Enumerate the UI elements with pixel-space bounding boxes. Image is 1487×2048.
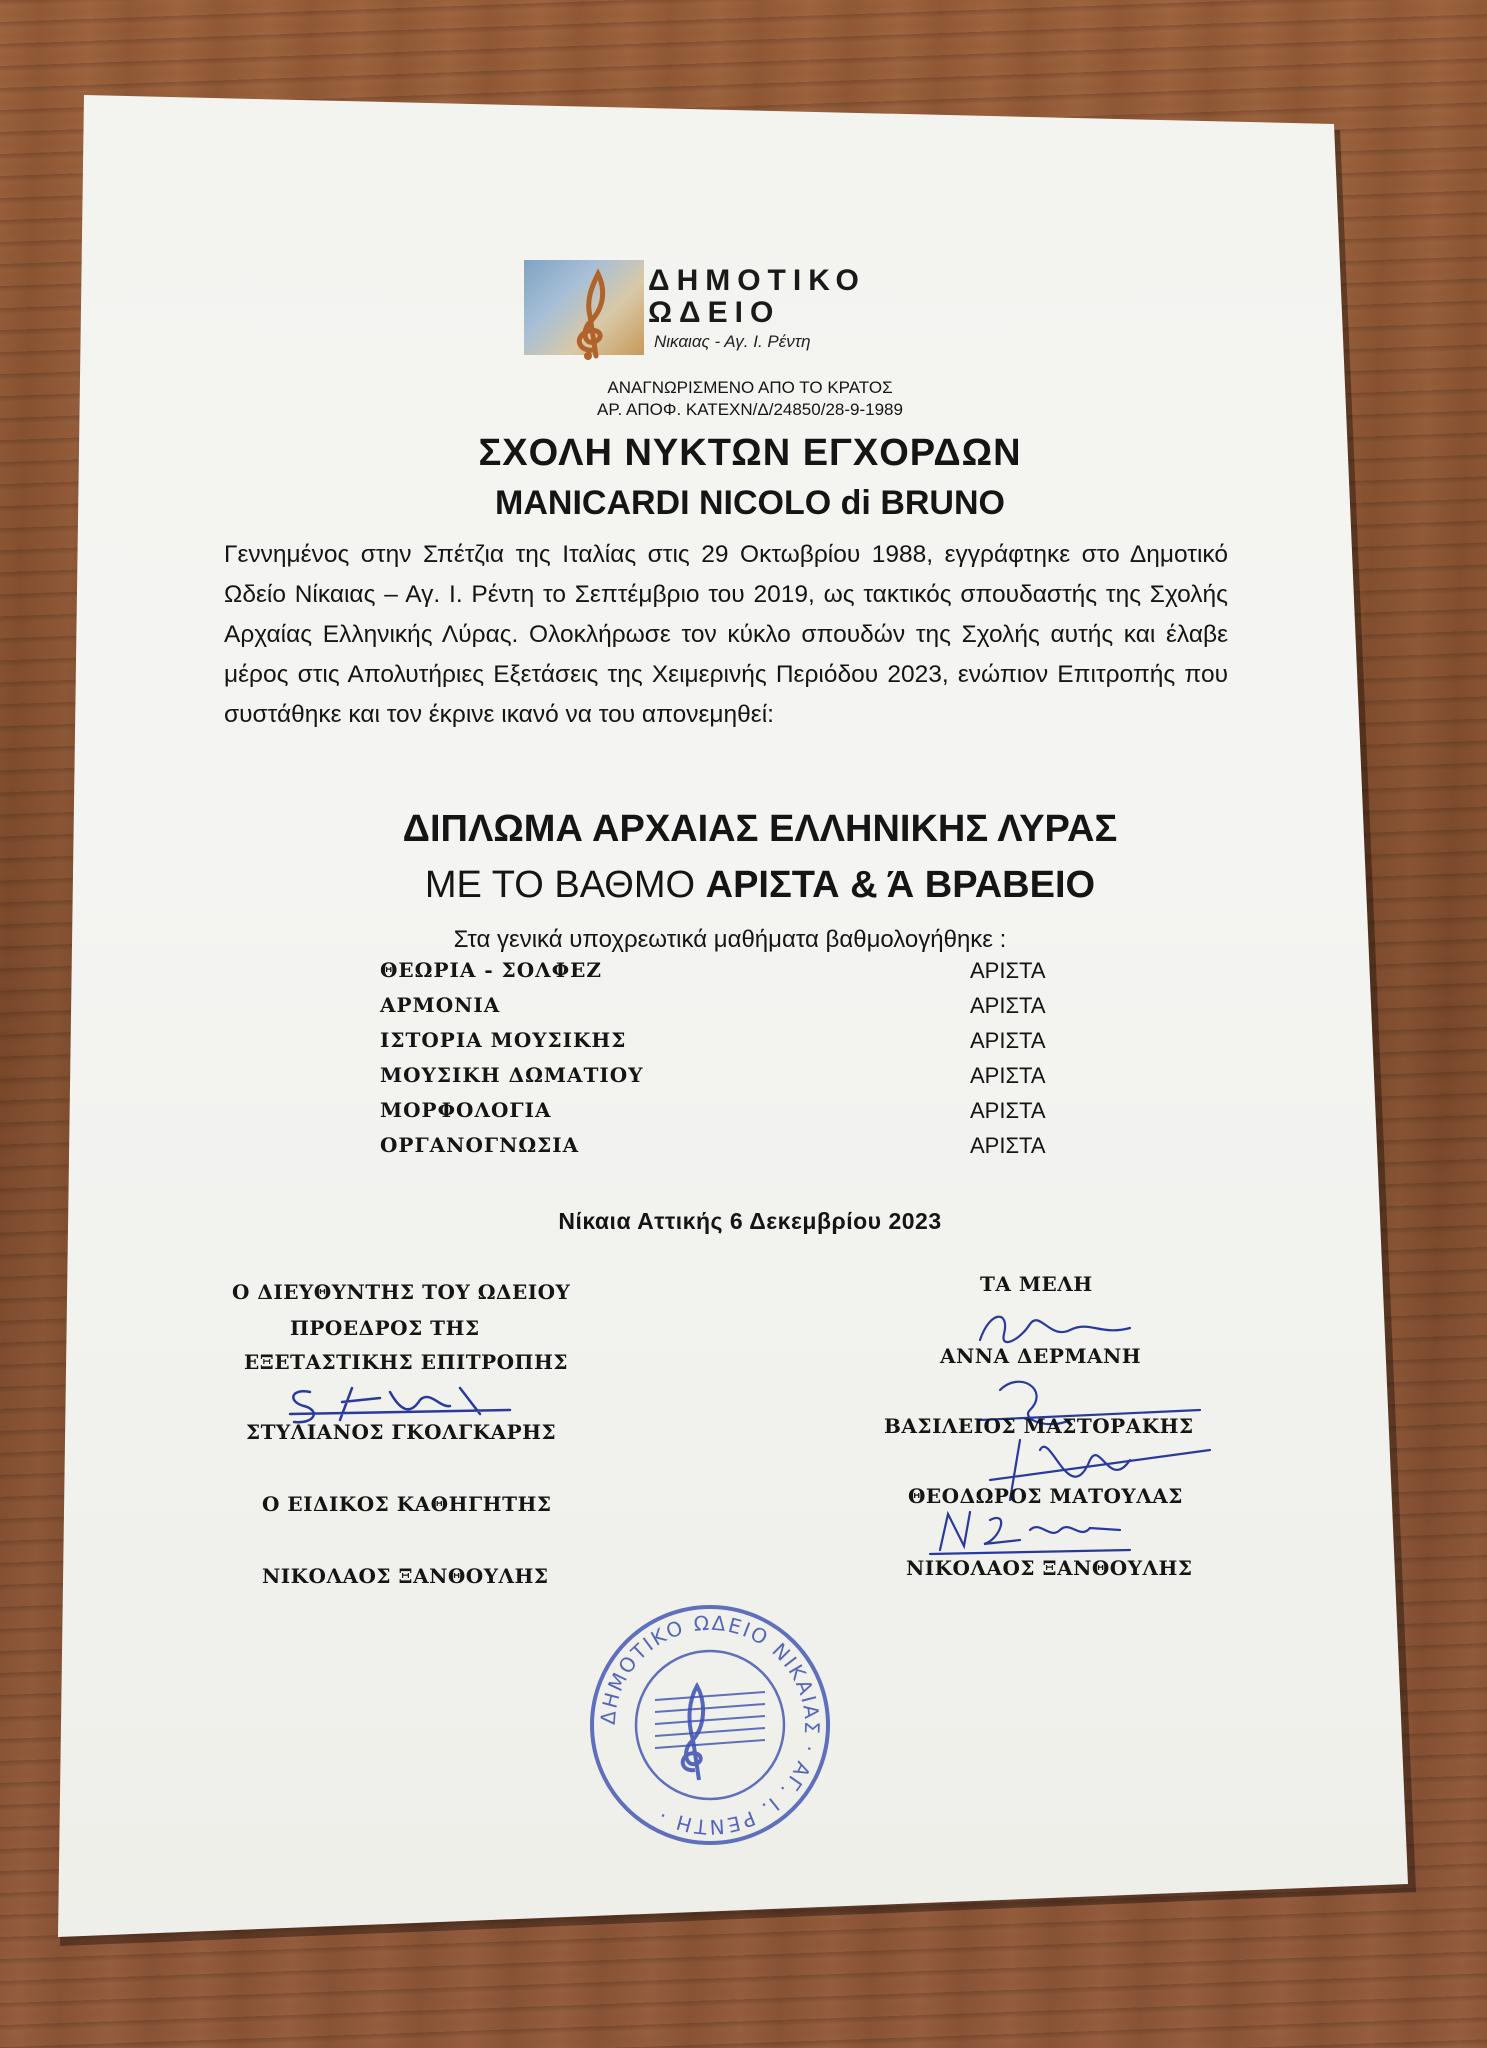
- diploma-grade-line: [260, 864, 1260, 907]
- grade-subject: ΜΟΡΦΟΛΟΓΙΑ: [380, 1098, 552, 1122]
- logo-emblem: [524, 260, 644, 355]
- decision-number: ΑΡ. ΑΠΟΦ. ΚΑΤΕΧΝ/Δ/24850/28-9-1989: [597, 400, 903, 419]
- grade-row: [380, 1028, 1060, 1063]
- grade-subject: ΑΡΜΟΝΙΑ: [380, 993, 501, 1017]
- grade-row: [380, 993, 1060, 1028]
- special-teacher-name: ΝΙΚΟΛΑΟΣ ΞΑΝΘΟΥΛΗΣ: [262, 1564, 549, 1588]
- member-3-name: ΘΕΟΔΩΡΟΣ ΜΑΤΟΥΛΑΣ: [908, 1484, 1183, 1508]
- conservatory-stamp: [585, 1600, 835, 1850]
- grade-value: ΑΡΙΣΤΑ: [970, 958, 1046, 983]
- school-title: ΣΧΟΛΗ ΝΥΚΤΩΝ ΕΓΧΟΡΔΩΝ: [478, 432, 1022, 474]
- grade-row: [380, 958, 1060, 993]
- grades-intro: Στα γενικά υποχρεωτικά μαθήματα βαθμολογήθηκε :: [453, 926, 1007, 953]
- grade-subject: ΙΣΤΟΡΙΑ ΜΟΥΣΙΚΗΣ: [380, 1028, 627, 1052]
- logo-line-2: ΩΔΕΙΟ: [648, 296, 781, 329]
- svg-text:ΔΗΜΟΤΙΚΟ ΩΔΕΙΟ ΝΙΚΑΙΑΣ · ΑΓ. Ι: [596, 1611, 824, 1840]
- grade-subject: ΘΕΩΡΙΑ - ΣΟΛΦΕΖ: [380, 958, 602, 982]
- student-name: MANICARDI NICOLO di BRUNO: [495, 484, 1005, 522]
- certificate-body: Γεννημένος στην Σπέτζια της Ιταλίας στις 29 Οκτωβρίου 1988, εγγράφτηκε στο Δημοτικό Ωδείο Νίκαιας – Αγ. Ι. Ρέντη το Σεπτέμβριο του 2019, ως τακτικός σπουδαστής της Σχολής Αρχαίας Ελληνικής Λύρας. Ολοκλήρωσε τον κύκλο σπουδών της Σχολής αυτής και έλαβε μέρος στις Απολυτήριες Εξετάσεις της Χειμερινής Περιόδου 2023, ενώπιον Επιτροπής που συστάθηκε και τον έκρινε ικανό να του απονεμηθεί:: [224, 541, 1228, 728]
- grade-row: [380, 1098, 1060, 1133]
- grade-subject: ΜΟΥΣΙΚΗ ΔΩΜΑΤΙΟΥ: [380, 1063, 644, 1087]
- stamp-text: ΔΗΜΟΤΙΚΟ ΩΔΕΙΟ ΝΙΚΑΙΑΣ · ΑΓ. Ι. ΡΕΝΤΗ ·: [595, 1610, 825, 1840]
- member-4-signature: [920, 1500, 1140, 1560]
- grade-prefix: ΜΕ ΤΟ ΒΑΘΜΟ: [424, 864, 696, 906]
- grade-value: ΑΡΙΣΤΑ: [970, 1133, 1046, 1158]
- members-heading: ΤΑ ΜΕΛΗ: [980, 1272, 1093, 1296]
- grade-subject: ΟΡΓΑΝΟΓΝΩΣΙΑ: [380, 1133, 580, 1157]
- grade-value: ΑΡΙΣΤΑ: [970, 1028, 1046, 1053]
- logo-line-1: ΔΗΜΟΤΙΚΟ: [648, 264, 866, 297]
- grade-row: [380, 1133, 1060, 1168]
- committee-role: ΕΞΕΤΑΣΤΙΚΗΣ ΕΠΙΤΡΟΠΗΣ: [244, 1350, 568, 1374]
- grade-value: ΑΡΙΣΤΑ & Ά ΒΡΑΒΕΙΟ: [705, 864, 1096, 906]
- diploma-title: ΔΙΠΛΩΜΑ ΑΡΧΑΙΑΣ ΕΛΛΗΝΙΚΗΣ ΛΥΡΑΣ: [402, 808, 1118, 850]
- grade-value: ΑΡΙΣΤΑ: [970, 1098, 1046, 1123]
- grade-value: ΑΡΙΣΤΑ: [970, 993, 1046, 1018]
- grade-value: ΑΡΙΣΤΑ: [970, 1063, 1046, 1088]
- logo-line-3: Νικαιας - Αγ. Ι. Ρέντη: [654, 332, 811, 351]
- member-4-name: ΝΙΚΟΛΑΟΣ ΞΑΝΘΟΥΛΗΣ: [906, 1556, 1193, 1580]
- member-1-name: ΑΝΝΑ ΔΕΡΜΑΝΗ: [940, 1344, 1142, 1368]
- stamp-staff-lines: [655, 1692, 765, 1748]
- president-role: ΠΡΟΕΔΡΟΣ ΤΗΣ: [290, 1316, 480, 1340]
- grades-list: [380, 958, 1060, 1168]
- conservatory-logo: [524, 256, 944, 366]
- director-role: Ο ΔΙΕΥΘΥΝΤΗΣ ΤΟΥ ΩΔΕΙΟΥ: [232, 1280, 571, 1304]
- member-2-name: ΒΑΣΙΛΕΙΟΣ ΜΑΣΤΟΡΑΚΗΣ: [884, 1414, 1194, 1438]
- grade-row: [380, 1063, 1060, 1098]
- place-date: Νίκαια Αττικής 6 Δεκεμβρίου 2023: [558, 1208, 942, 1234]
- special-teacher-role: Ο ΕΙΔΙΚΟΣ ΚΑΘΗΓΗΤΗΣ: [262, 1492, 552, 1516]
- treble-clef-icon: [524, 260, 644, 360]
- director-name: ΣΤΥΛΙΑΝΟΣ ΓΚΟΛΓΚΑΡΗΣ: [246, 1420, 557, 1444]
- recognition-line: ΑΝΑΓΝΩΡΙΣΜΕΝΟ ΑΠΟ ΤΟ ΚΡΑΤΟΣ: [607, 378, 893, 397]
